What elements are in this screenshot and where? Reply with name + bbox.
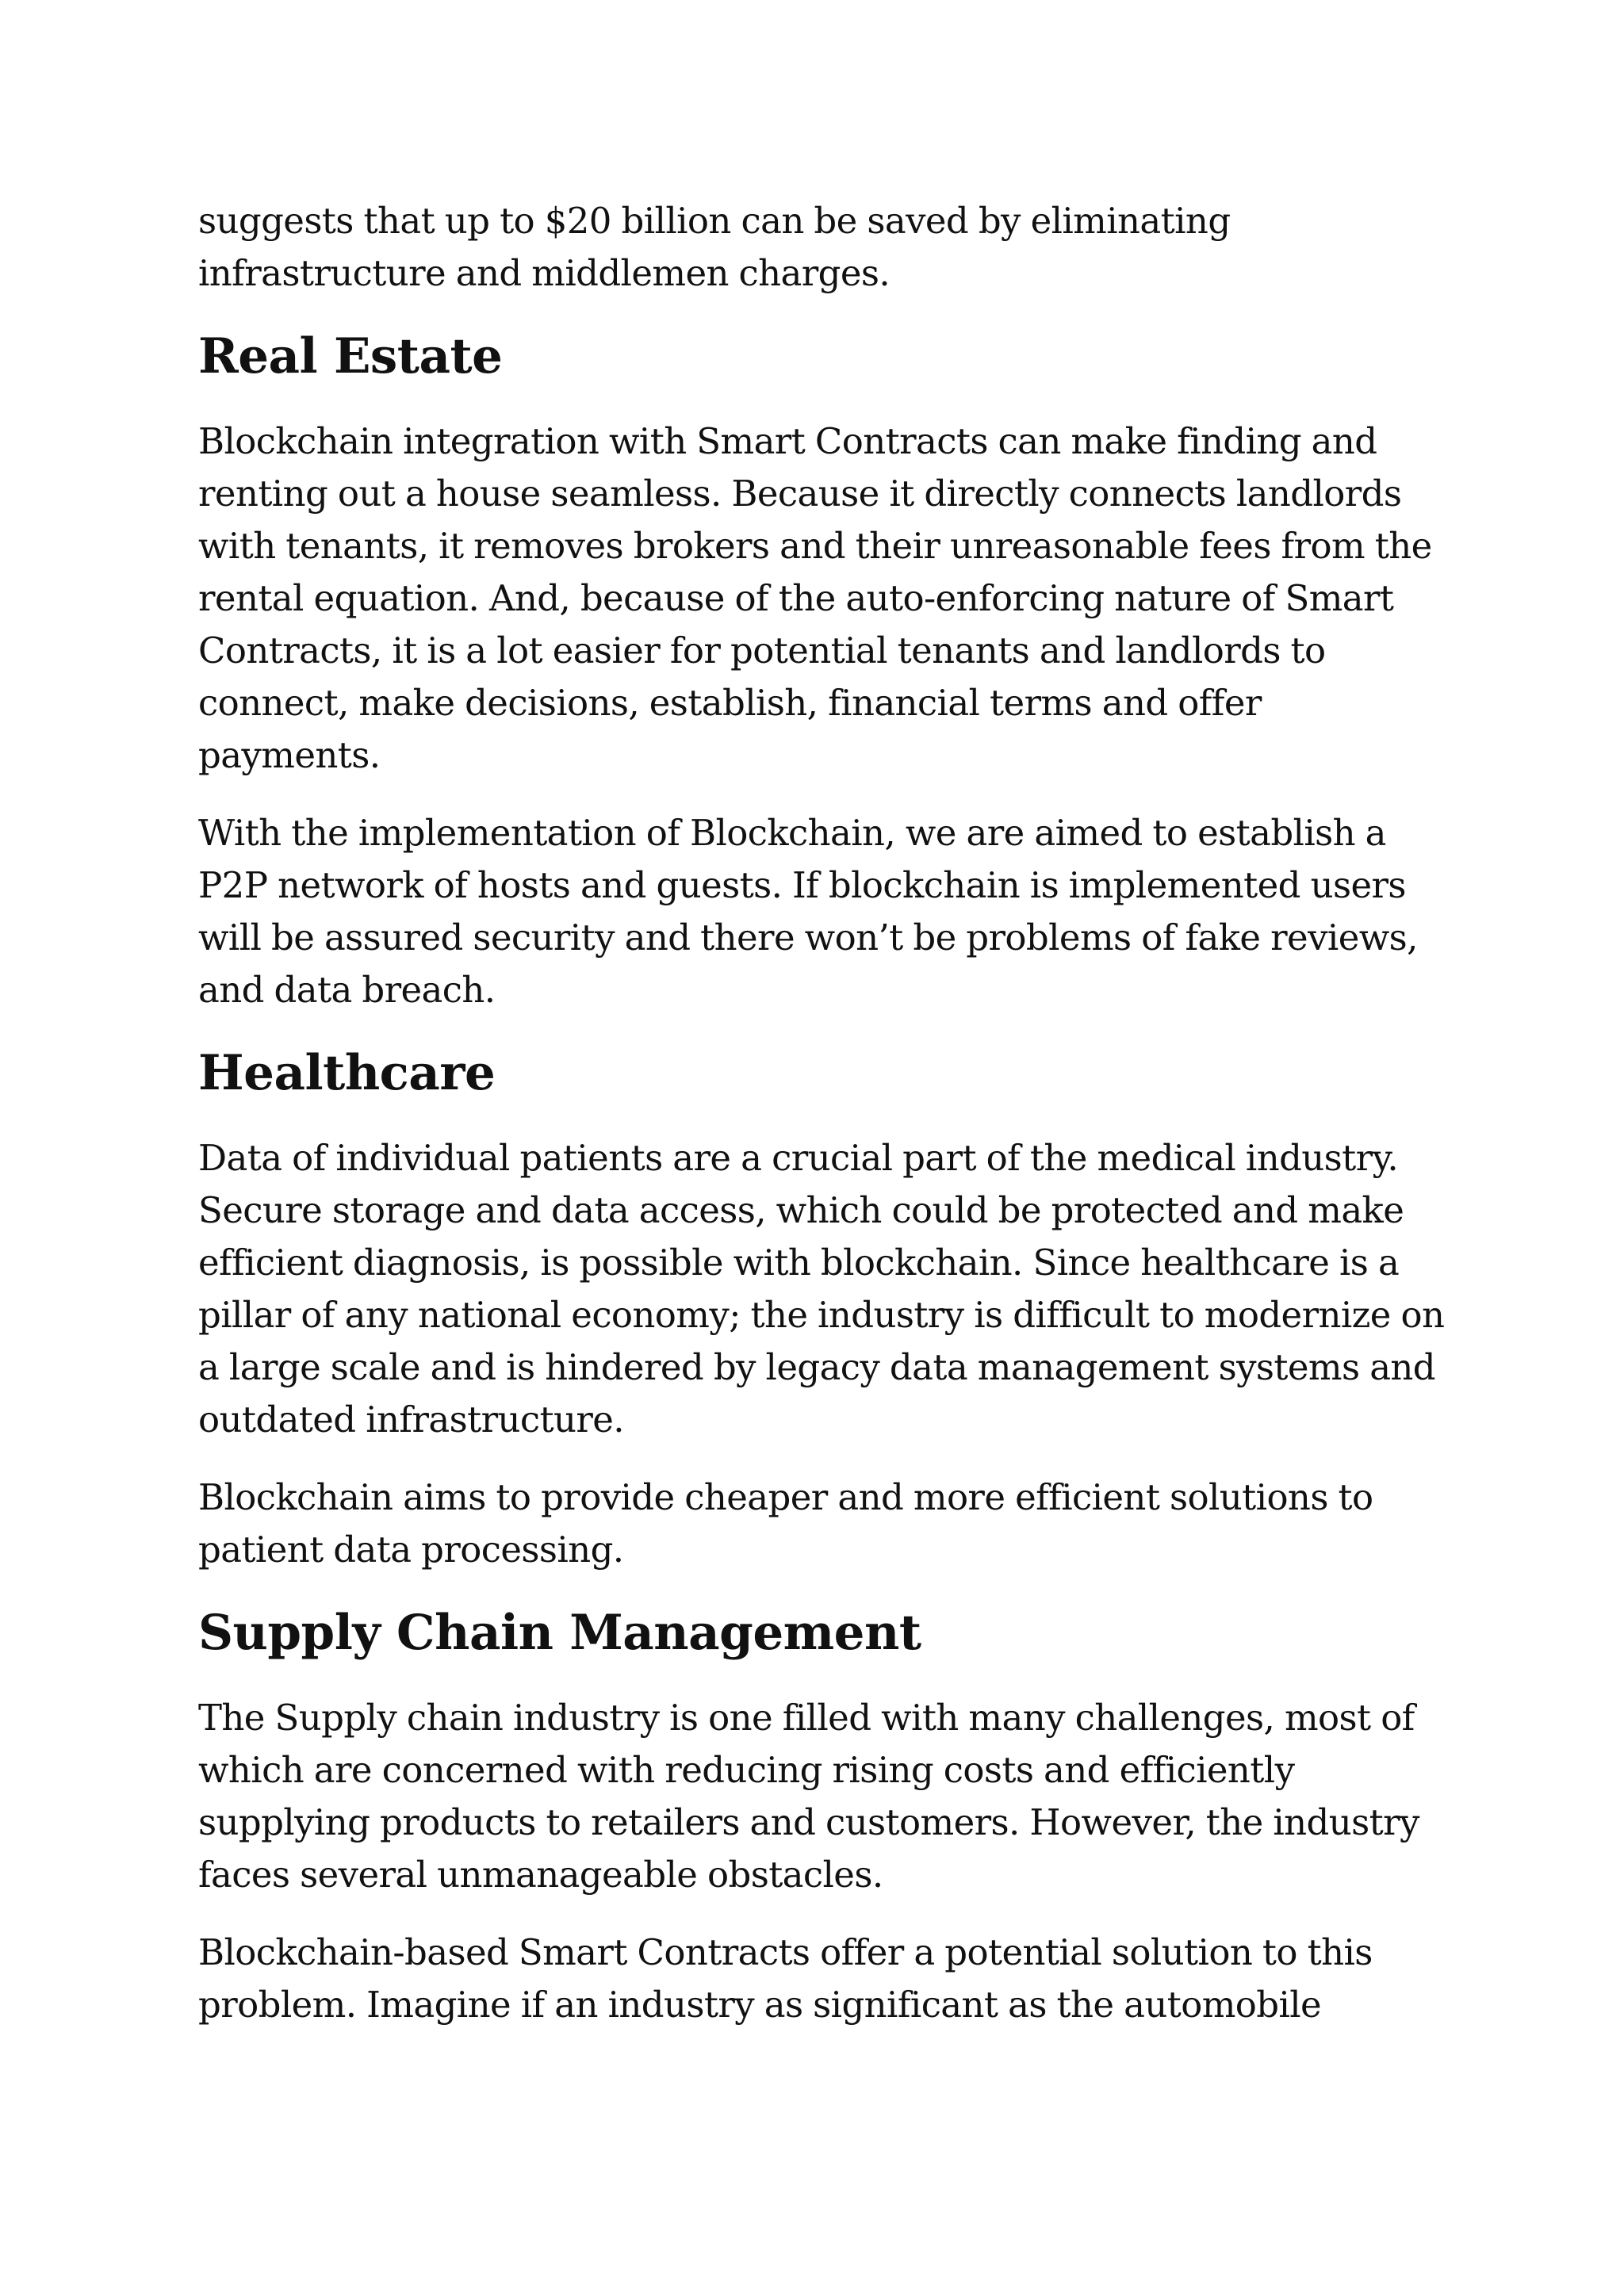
real-estate-paragraph-2: With the implementation of Blockchain, we are aimed to establish a P2P network of hosts and guests. If blockchain is implemented users will be assured security and there won’t be problems of fake reviews, and data breach. <box>198 812 1418 1011</box>
supply-chain-paragraph-1: The Supply chain industry is one filled with many challenges, most of which are concerned with reducing rising costs and efficiently supplying products to retailers and customers. However, the industry faces several unmanageable obstacles. <box>198 1697 1419 1896</box>
healthcare-paragraph-1: Data of individual patients are a crucial part of the medical industry. Secure storage and data access, which could be protected and make efficient diagnosis, is possible with blockchain. Since healthcare is a pillar of any national economy; the industry is difficult to modernize on a large scale and is hindered by legacy data management systems and outdated infrastructure. <box>198 1137 1445 1441</box>
healthcare-paragraph-2: Blockchain aims to provide cheaper and more efficient solutions to patient data processing. <box>198 1476 1373 1571</box>
intro-paragraph: suggests that up to $20 billion can be saved by eliminating infrastructure and middlemen charges. <box>198 200 1231 294</box>
section-heading-real-estate: Real Estate <box>198 328 503 385</box>
real-estate-paragraph-1: Blockchain integration with Smart Contracts can make finding and renting out a house seamless. Because it directly connects landlords with tenants, it removes brokers and their unreasonable fees from the rental equation. And, because of the auto-enforcing nature of Smart Contracts, it is a lot easier for potential tenants and landlords to connect, make decisions, establish, financial terms and offer payments. <box>198 420 1432 776</box>
supply-chain-paragraph-2: Blockchain-based Smart Contracts offer a potential solution to this problem. Imagine if an industry as significant as the automobile <box>198 1931 1373 2026</box>
section-heading-supply-chain: Supply Chain Management <box>198 1605 921 1661</box>
document-page <box>198 195 1451 2057</box>
section-heading-healthcare: Healthcare <box>198 1045 496 1101</box>
